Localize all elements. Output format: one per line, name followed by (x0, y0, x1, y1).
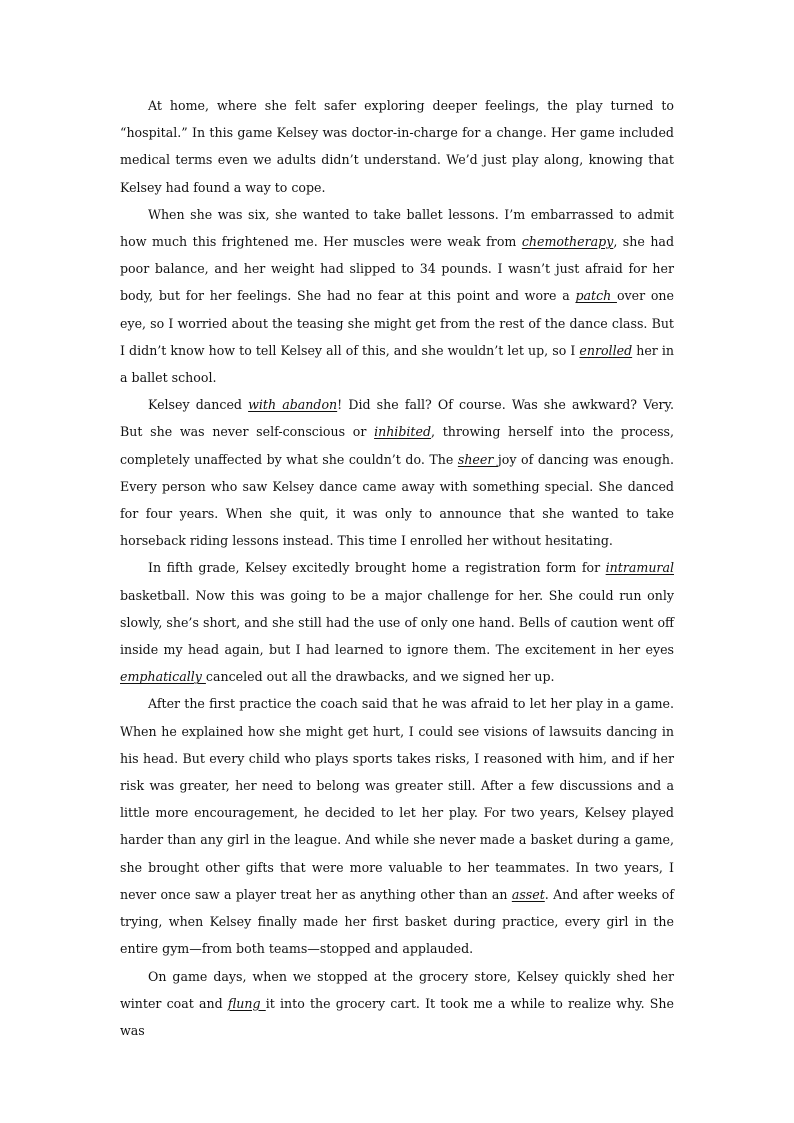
paragraph-basketball (120, 554, 674, 690)
vocabulary-word: patch (575, 288, 617, 304)
vocabulary-word: asset (511, 886, 545, 902)
vocabulary-word: sheer (457, 451, 498, 467)
text-segment: , she had poor balance, and her weight had slipped to 34 pounds. I wasn’t just afraid for her body, but for her feelings. She had no fear at this point and wore a (120, 234, 675, 304)
text-segment: ! Did she fall? Of course. Was she awkward? Very. But she was never self-conscious or (120, 397, 674, 440)
text-segment: At home, where she felt safer exploring deeper feelings, the play turned to “hospital.” In this game Kelsey was doctor-in-charge for a change. Her game included medical terms even we adults didn’t understand. We’d just play along, knowing that Kelsey had found a way to cope. (120, 98, 674, 195)
text-segment: When she was six, she wanted to take ballet lessons. I’m embarrassed to admit how much this frightened me. Her muscles were weak from (120, 206, 674, 250)
vocabulary-word: intramural (605, 560, 674, 576)
paragraph-at-home (120, 92, 674, 201)
text-segment: basketball. Now this was going to be a major challenge for her. She could run only slowly, she’s short, and she still had the use of only one hand. Bells of caution went off inside my head again, but I had learned to ignore them. The excitement in her eyes (120, 587, 674, 658)
vocabulary-word: enrolled (579, 342, 633, 358)
text-segment: her in a ballet school. (120, 342, 674, 386)
text-segment: After the first practice the coach said that he was afraid to let her play in a game. When he explained how she might get hurt, I could see visions of lawsuits dancing in his head. But every child who plays sports takes risks, I reasoned with him, and if her risk was greater, her need to belong was greater still. After a few discussions and a little more encouragement, he decided to let her play. For two years, Kelsey played harder than any girl in the league. And while she never made a basket during a game, she brought other gifts that were more valuable to her teammates. In two years, I never once saw a player treat her as anything other than an (120, 696, 674, 902)
text-segment: Kelsey danced (148, 397, 249, 413)
text-segment: canceled out all the drawbacks, and we signed her up. (205, 669, 555, 685)
vocabulary-word: with abandon (248, 397, 338, 413)
paragraph-ballet (120, 201, 674, 391)
paragraph-game-days (120, 963, 674, 1045)
vocabulary-word: flung (227, 995, 266, 1011)
text-segment: , throwing herself into the process, completely unaffected by what she couldn’t do. The (120, 424, 674, 467)
text-segment: over one eye, so I worried about the teasing she might get from the rest of the dance class. But I didn’t know how to tell Kelsey all of this, and she wouldn’t let up, so I (120, 288, 674, 358)
vocabulary-word: inhibited (374, 424, 432, 440)
vocabulary-word: emphatically (120, 669, 206, 685)
text-segment: joy of dancing was enough. Every person who saw Kelsey dance came away with something special. She danced for four years. When she quit, it was only to announce that she wanted to take horseback riding lessons instead. This time I enrolled her without hesitating. (120, 451, 674, 549)
text-segment: it into the grocery cart. It took me a while to realize why. She was (120, 995, 674, 1038)
text-segment: In fifth grade, Kelsey excitedly brought home a registration form for (148, 560, 606, 576)
text-segment: . And after weeks of trying, when Kelsey finally made her first basket during practice, every girl in the entire gym—from both teams—stopped and applauded. (120, 886, 674, 957)
vocabulary-word: chemotherapy (521, 234, 614, 250)
paragraph-coach (120, 690, 674, 962)
paragraph-danced (120, 391, 674, 554)
article-body (120, 92, 674, 1044)
text-segment: On game days, when we stopped at the grocery store, Kelsey quickly shed her winter coat and (120, 968, 674, 1011)
